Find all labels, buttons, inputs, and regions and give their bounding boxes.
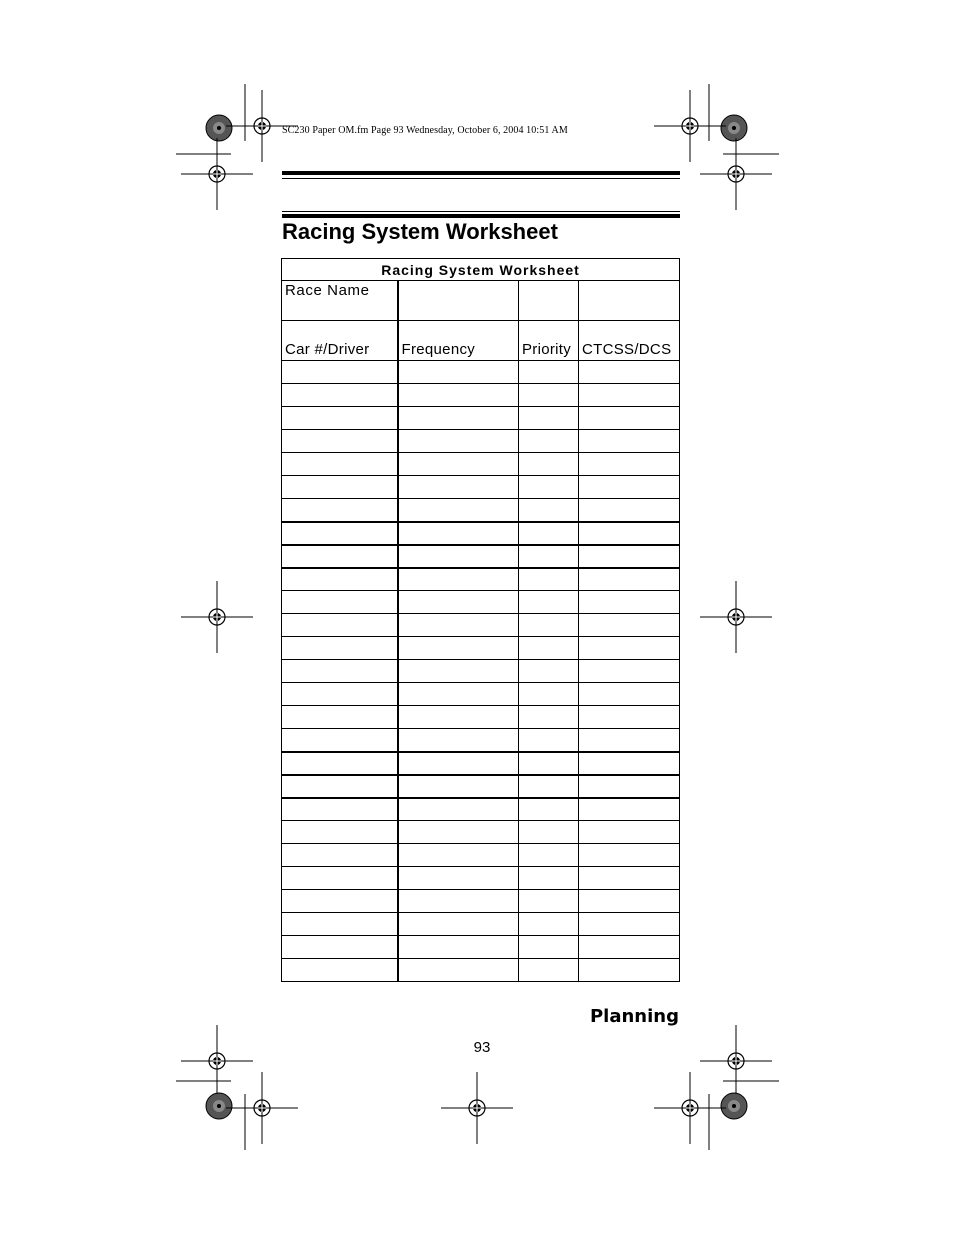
table-cell [398, 361, 519, 384]
table-cell [282, 384, 398, 407]
registration-target-icon [181, 1025, 253, 1097]
table-cell [282, 476, 398, 499]
column-header-frequency: Frequency [398, 321, 519, 361]
table-row [282, 361, 680, 384]
table-row [282, 890, 680, 913]
table-cell [579, 775, 680, 798]
table-cell [519, 591, 579, 614]
title-rule-thin [282, 211, 680, 212]
registration-target-icon [181, 138, 253, 210]
registration-target-icon [654, 1072, 726, 1144]
table-cell [398, 568, 519, 591]
table-cell [579, 384, 680, 407]
registration-target-icon [700, 1025, 772, 1097]
column-header-ctcss-dcs: CTCSS/DCS [579, 321, 680, 361]
table-cell [519, 637, 579, 660]
header-rule-thick [282, 171, 680, 175]
table-row [282, 729, 680, 752]
table-cell [282, 729, 398, 752]
table-cell [398, 706, 519, 729]
registration-target-icon [700, 581, 772, 653]
table-cell [398, 430, 519, 453]
table-cell [398, 913, 519, 936]
table-cell [579, 729, 680, 752]
table-row [282, 476, 680, 499]
table-row [282, 591, 680, 614]
table-cell [282, 798, 398, 821]
table-cell [579, 568, 680, 591]
registration-target-icon [700, 138, 772, 210]
page-title: Racing System Worksheet [282, 219, 558, 244]
registration-star-icon [206, 115, 232, 141]
table-row [282, 821, 680, 844]
table-row [282, 775, 680, 798]
table-cell [519, 844, 579, 867]
table-cell [579, 499, 680, 522]
race-name-field [519, 281, 579, 321]
table-cell [579, 798, 680, 821]
table-cell [282, 614, 398, 637]
table-row [282, 614, 680, 637]
table-cell [519, 775, 579, 798]
table-cell [282, 913, 398, 936]
table-cell [398, 752, 519, 775]
registration-star-icon [721, 1093, 747, 1119]
table-cell [519, 936, 579, 959]
table-cell [579, 545, 680, 568]
table-row [282, 959, 680, 982]
table-cell [398, 683, 519, 706]
table-cell [519, 798, 579, 821]
table-cell [282, 775, 398, 798]
table-row [282, 384, 680, 407]
table-cell [282, 706, 398, 729]
racing-worksheet-table [281, 258, 680, 982]
table-cell [519, 430, 579, 453]
registration-target-icon [654, 90, 726, 162]
table-cell [579, 453, 680, 476]
table-cell [398, 591, 519, 614]
registration-star-icon [206, 1093, 232, 1119]
table-cell [398, 614, 519, 637]
title-rule-thick [282, 214, 680, 218]
table-cell [519, 821, 579, 844]
table-cell [398, 453, 519, 476]
column-header-priority: Priority [519, 321, 579, 361]
table-cell [579, 430, 680, 453]
table-cell [398, 384, 519, 407]
table-cell [282, 890, 398, 913]
table-cell [519, 545, 579, 568]
table-cell [519, 499, 579, 522]
table-row [282, 752, 680, 775]
table-cell [282, 591, 398, 614]
table-cell [519, 568, 579, 591]
table-cell [579, 821, 680, 844]
table-cell [579, 844, 680, 867]
table-cell [398, 890, 519, 913]
table-cell [519, 384, 579, 407]
table-cell [519, 683, 579, 706]
table-cell [579, 476, 680, 499]
race-name-label: Race Name [282, 281, 398, 321]
table-cell [398, 637, 519, 660]
table-cell [398, 545, 519, 568]
table-row [282, 545, 680, 568]
table-cell [282, 522, 398, 545]
table-row [282, 407, 680, 430]
table-cell [282, 867, 398, 890]
table-cell [519, 407, 579, 430]
table-cell [519, 476, 579, 499]
table-cell [282, 936, 398, 959]
registration-target-icon [181, 581, 253, 653]
column-header-car-driver: Car #/Driver [282, 321, 398, 361]
table-cell [398, 499, 519, 522]
table-cell [282, 844, 398, 867]
page-number: 93 [473, 1039, 491, 1056]
table-cell [282, 499, 398, 522]
table-row [282, 844, 680, 867]
table-row [282, 706, 680, 729]
table-row [282, 660, 680, 683]
table-cell [398, 660, 519, 683]
table-cell [282, 959, 398, 982]
table-row [282, 913, 680, 936]
registration-target-icon [441, 1072, 513, 1144]
table-cell [519, 752, 579, 775]
registration-star-icon [721, 115, 747, 141]
race-name-field [398, 281, 519, 321]
table-cell [519, 522, 579, 545]
table-cell [398, 522, 519, 545]
table-cell [579, 407, 680, 430]
table-row [282, 798, 680, 821]
table-cell [282, 683, 398, 706]
table-row [282, 637, 680, 660]
race-name-field [579, 281, 680, 321]
table-cell [579, 936, 680, 959]
table-cell [282, 545, 398, 568]
table-cell [398, 844, 519, 867]
table-cell [282, 430, 398, 453]
table-cell [519, 706, 579, 729]
table-row [282, 683, 680, 706]
table-cell [519, 867, 579, 890]
table-cell [579, 913, 680, 936]
table-row [282, 936, 680, 959]
table-cell [579, 591, 680, 614]
table-cell [398, 959, 519, 982]
table-cell [282, 821, 398, 844]
table-row [282, 568, 680, 591]
table-cell [579, 361, 680, 384]
section-label: Planning [589, 1006, 679, 1027]
table-cell [579, 867, 680, 890]
table-cell [519, 890, 579, 913]
table-cell [282, 752, 398, 775]
table-cell [579, 522, 680, 545]
table-row [282, 499, 680, 522]
table-cell [519, 660, 579, 683]
table-cell [579, 660, 680, 683]
table-row [282, 453, 680, 476]
table-cell [398, 821, 519, 844]
table-cell [398, 775, 519, 798]
table-cell [398, 476, 519, 499]
table-cell [579, 890, 680, 913]
table-row [282, 867, 680, 890]
table-cell [579, 959, 680, 982]
table-cell [398, 407, 519, 430]
table-cell [282, 660, 398, 683]
table-cell [519, 959, 579, 982]
table-cell [398, 936, 519, 959]
table-cell [398, 867, 519, 890]
table-cell [519, 361, 579, 384]
table-cell [398, 729, 519, 752]
worksheet-title: Racing System Worksheet [282, 259, 680, 281]
table-cell [519, 913, 579, 936]
table-cell [282, 568, 398, 591]
header-rule-thin [282, 178, 680, 179]
table-cell [519, 614, 579, 637]
table-cell [282, 407, 398, 430]
table-cell [579, 637, 680, 660]
table-cell [282, 361, 398, 384]
table-cell [282, 637, 398, 660]
table-cell [519, 729, 579, 752]
registration-target-icon [226, 1072, 298, 1144]
table-row [282, 430, 680, 453]
table-cell [579, 752, 680, 775]
table-cell [519, 453, 579, 476]
table-cell [579, 683, 680, 706]
table-cell [579, 614, 680, 637]
table-row [282, 522, 680, 545]
print-header: SC230 Paper OM.fm Page 93 Wednesday, October 6, 2004 10:51 AM [282, 125, 568, 136]
table-cell [579, 706, 680, 729]
table-cell [282, 453, 398, 476]
table-cell [398, 798, 519, 821]
